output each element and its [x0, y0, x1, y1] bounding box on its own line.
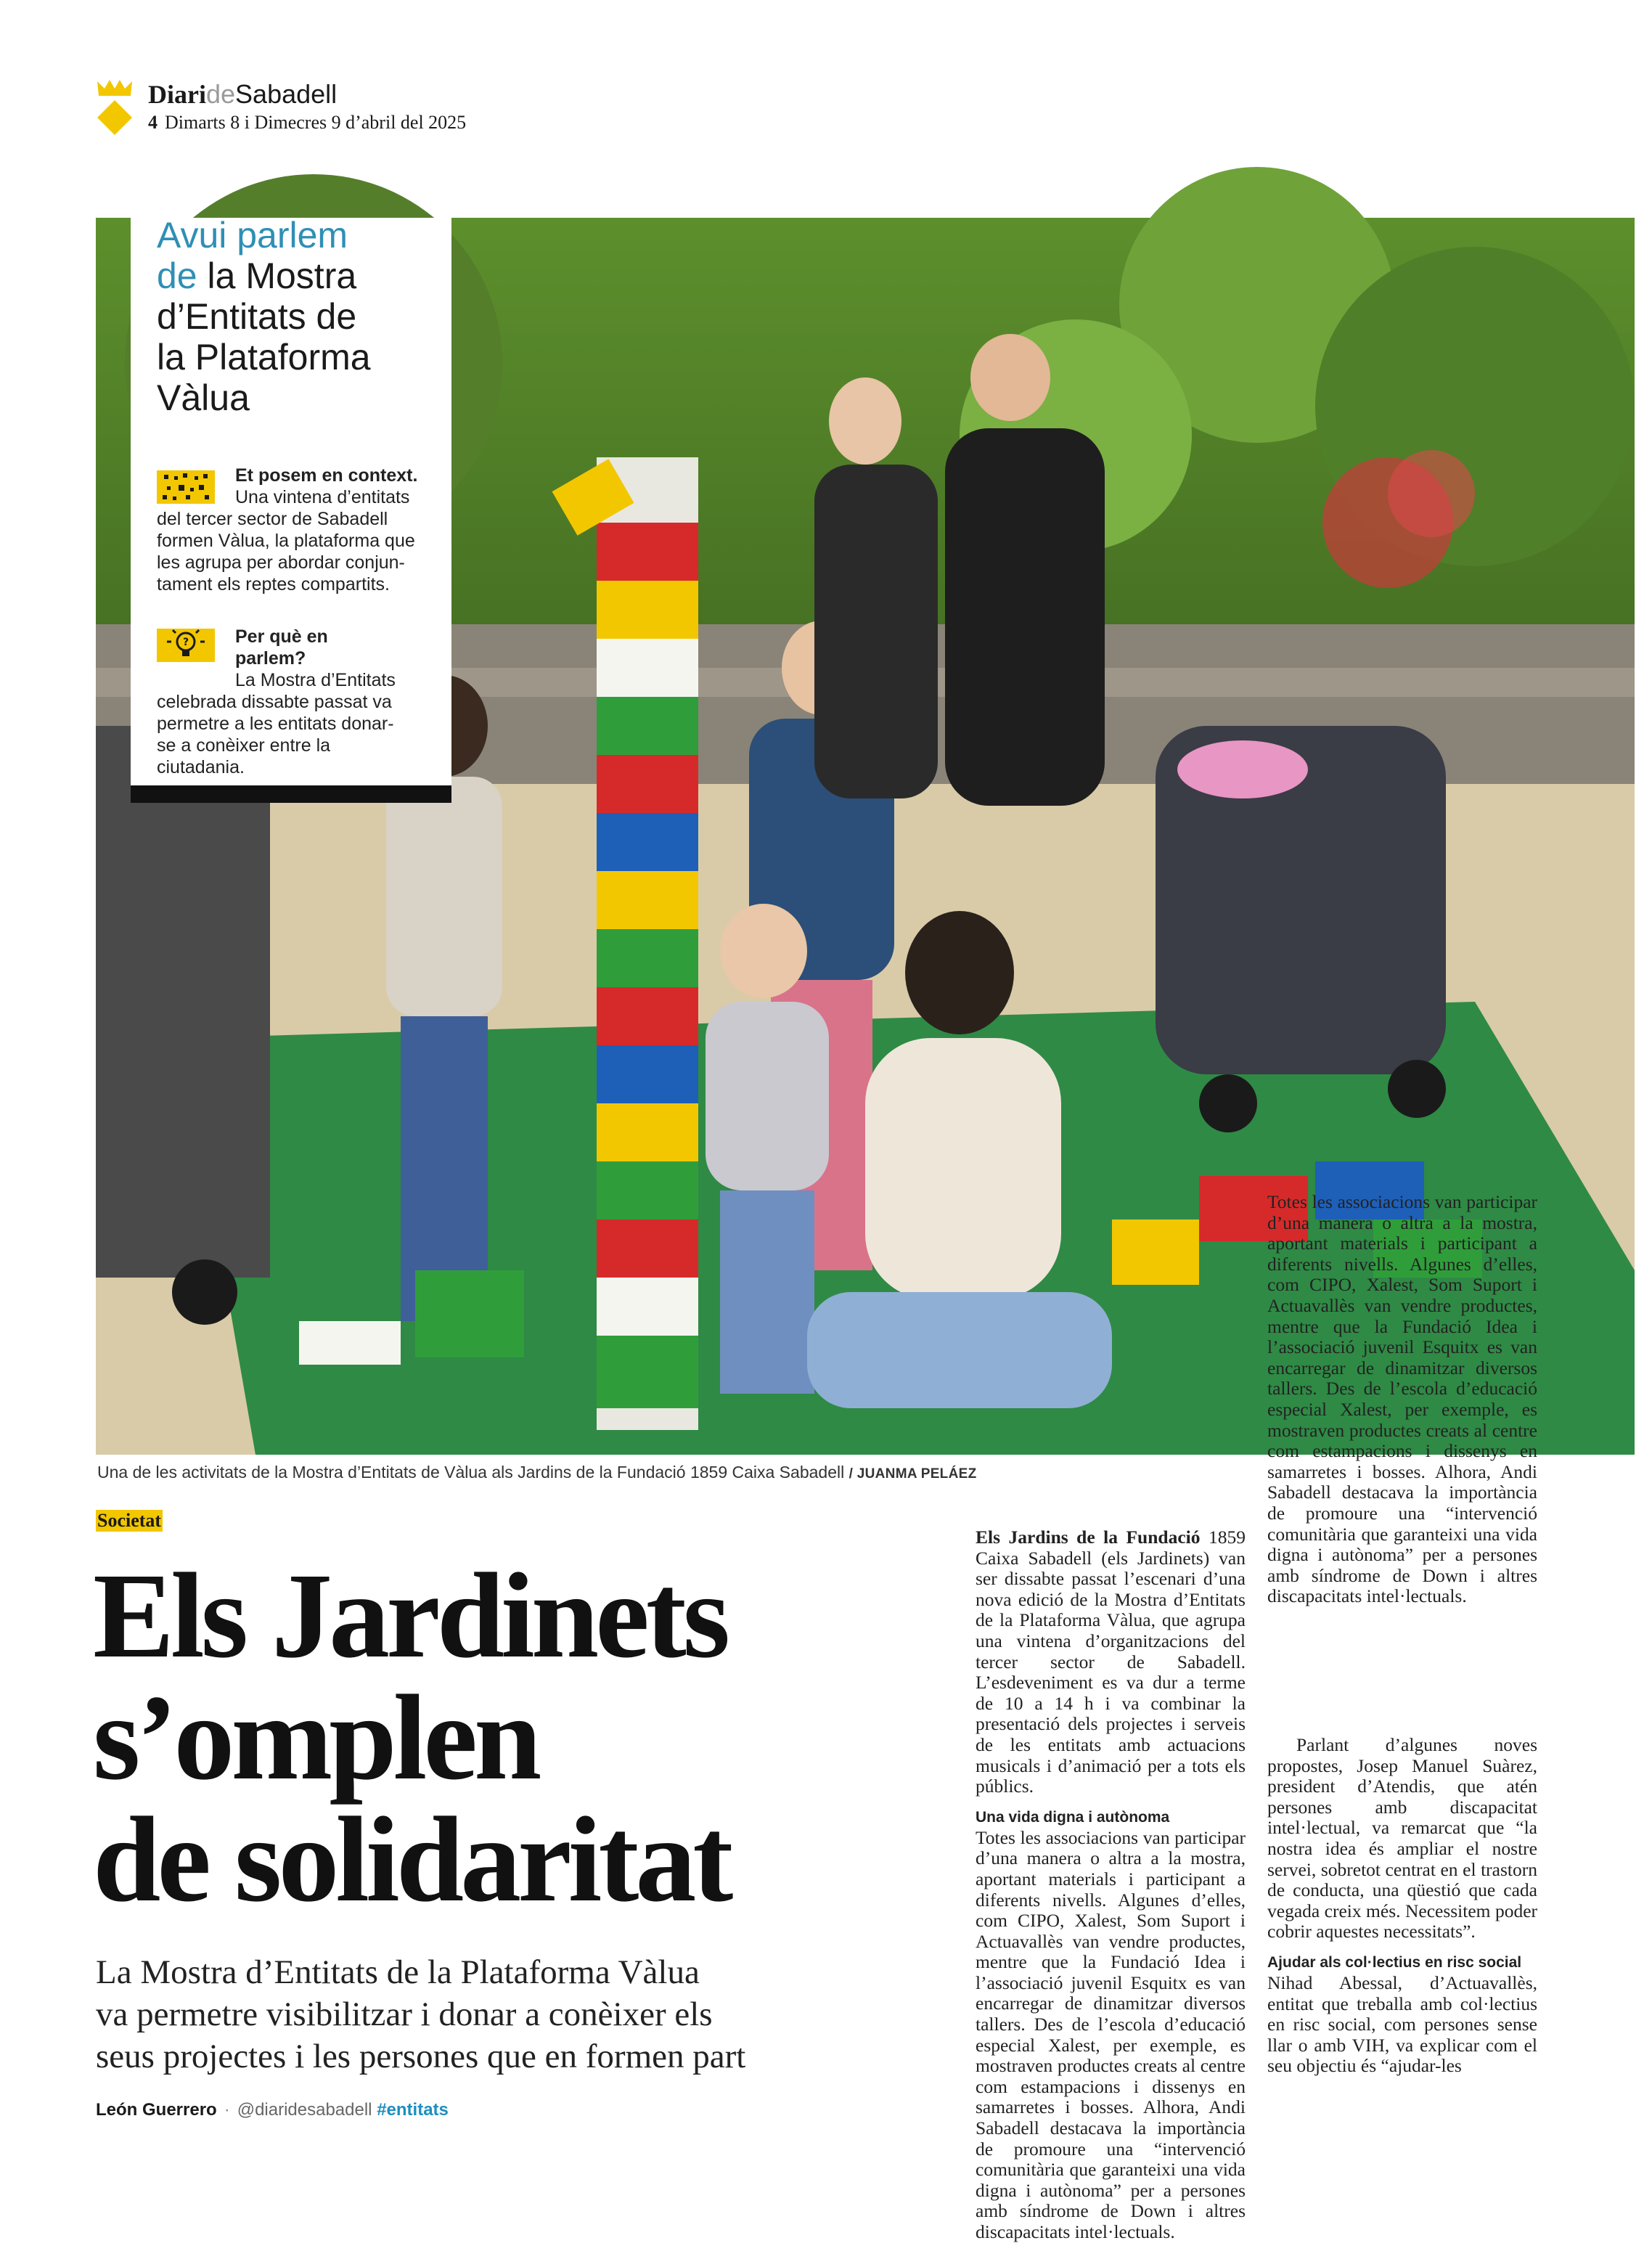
- photo-credit: / JUANMA PELÁEZ: [849, 1466, 977, 1482]
- context-item-1-text: Una vintena d’entitats del tercer sector de Sabadell formen Vàlua, la plataforma que les agrupa per abordar conjun- tament els reptes compartits.: [157, 487, 415, 595]
- paragraph-1-text: 1859 Caixa Sabadell (els Jardinets) van ser dissabte passat l’escenari d’una nova edició de la Mostra d’Entitats de la Plataforma Vàlua, que agrupa una vintena d’organitzacions del tercer sector de Sabadell. L’esdeveniment es va dur a terme de 10 a 14 h i va combinar la presentació dels projectes i serveis de les entitats amb actuacions musicals i d’animació per a tots els públics.: [976, 1527, 1246, 1797]
- paragraph-2-cont: [1267, 1191, 1537, 1735]
- article-column-1: [976, 1527, 1246, 2242]
- context-item-1-lead: Et posem en context.: [235, 465, 418, 486]
- section-tag[interactable]: Societat: [97, 1510, 162, 1531]
- headline: [93, 1548, 949, 1927]
- headline-line-3: de solidaritat: [93, 1792, 730, 1927]
- paragraph-2: Totes les associacions van participar d’una manera o altra a la mostra, aportant materials i participant a diferents nivells. Algunes d’elles, com CIPO, Xalest, Som Suport i Actuavallès van vendre productes, mentre que la Fundació Idea i l’associació juvenil Esquitx es van encarregar de dinamitzar diversos tallers. Des de l’escola d’educació especial Xalest, per exemple, es mostraven productes creats al centre com estampacions i dissenys en samarretes i bosses. Alhora, Andi Sabadell destacava la importància de promoure una “intervenció comunitària que garanteixi una vida digna i autònoma” per a persones amb síndrome de Down i altres discapacitats intel·lectuals.: [976, 1826, 1246, 2242]
- deck: [96, 1951, 938, 2077]
- context-item-2-text: La Mostra d’Entitats celebrada dissabte passat va permetre a les entitats donar-se a conèixer entre la ciutadania.: [157, 670, 396, 777]
- context-item-2-lead: Per què en parlem?: [235, 626, 328, 669]
- deck-line-1: La Mostra d’Entitats de la Plataforma Vàlua: [96, 1953, 700, 1991]
- headline-line-2: s’omplen: [93, 1670, 539, 1805]
- headline-line-1: Els Jardinets: [93, 1548, 727, 1683]
- page-info: [148, 112, 466, 134]
- byline-hashtag[interactable]: #entitats: [377, 2100, 449, 2120]
- newspaper-logo-icon: [94, 78, 135, 136]
- masthead[interactable]: [148, 80, 337, 109]
- paragraph-4: Nihad Abessal, d’Actuavallès, entitat que treballa amb col·lectius en risc social, com persones sense llar o amb VIH, va explicar com el seu objectiu és “ajudar-les: [1267, 1972, 1537, 2077]
- deck-line-3: seus projectes i les persones que en formen part: [96, 2038, 746, 2075]
- deck-line-2: va permetre visibilitzar i donar a conèixer els: [96, 1995, 713, 2033]
- subheading-1: Una vida digna i autònoma: [976, 1808, 1170, 1826]
- svg-text:?: ?: [182, 637, 189, 648]
- masthead-de: de: [205, 79, 236, 109]
- masthead-city: Sabadell: [235, 79, 338, 109]
- paragraph-2-continuation: Totes les associacions van participar d’una manera o altra a la mostra, aportant materials i participant a diferents nivells. Algunes d’elles, com CIPO, Xalest, Som Suport i Actuavallès van vendre productes, mentre que la Fundació Idea i l’associació juvenil Esquitx es van encarregar de dinamitzar diversos tallers. Des de l’escola d’educació especial Xalest, per exemple, es mostraven productes creats al centre com estampacions i dissenys en samarretes i bosses. Alhora, Andi Sabadell destacava la importància de promoure una “intervenció comunitària que garanteixi una vida digna i autònoma” per a persones amb síndrome de Down i altres discapacitats intel·lectuals.: [1267, 1191, 1537, 1607]
- article-column-2: [1267, 1191, 1537, 2077]
- paragraph-3: Parlant d’algunes noves propostes, Josep Manuel Suàrez, president d’Atendis, que atén persones amb discapacitat intel·lectual, va remarcat que “la nostra idea és ampliar el nostre servei, sobretot centrat en el trastorn de conducta, una qüestió que cada vegada creix més. Necessitem poder cobrir aquestes necessitats”.: [1267, 1734, 1537, 1942]
- context-box-bar: [131, 785, 451, 803]
- paragraph-1: [976, 1527, 1246, 1797]
- page-number: 4: [148, 112, 158, 133]
- context-title-line-3: d’Entitats de: [157, 296, 357, 337]
- context-title-de: de: [157, 256, 197, 296]
- photo-caption-text: Una de les activitats de la Mostra d’Entitats de Vàlua als Jardins de la Fundació 1859 Caixa Sabadell: [97, 1463, 845, 1482]
- context-title-line-5: Vàlua: [157, 377, 250, 418]
- context-box-title: [157, 215, 447, 418]
- context-item-1: [157, 465, 420, 595]
- photo-caption: [97, 1462, 976, 1484]
- paragraph-1-lead: Els Jardins de la Fundació: [976, 1527, 1201, 1548]
- context-title-line-2: la Mostra: [207, 256, 357, 296]
- subheading-2: Ajudar als col·lectius en risc social: [1267, 1953, 1522, 1971]
- context-item-2: [157, 626, 404, 778]
- byline-separator: ·: [224, 2100, 230, 2120]
- context-title-line-1: Avui parlem: [157, 215, 348, 256]
- byline-handle[interactable]: @diaridesabadell: [237, 2100, 372, 2120]
- masthead-bold: Diari: [148, 80, 206, 109]
- byline: [96, 2099, 449, 2121]
- byline-author[interactable]: León Guerrero: [96, 2100, 217, 2120]
- context-title-line-4: la Plataforma: [157, 337, 371, 377]
- issue-date: Dimarts 8 i Dimecres 9 d’abril del 2025: [165, 112, 467, 133]
